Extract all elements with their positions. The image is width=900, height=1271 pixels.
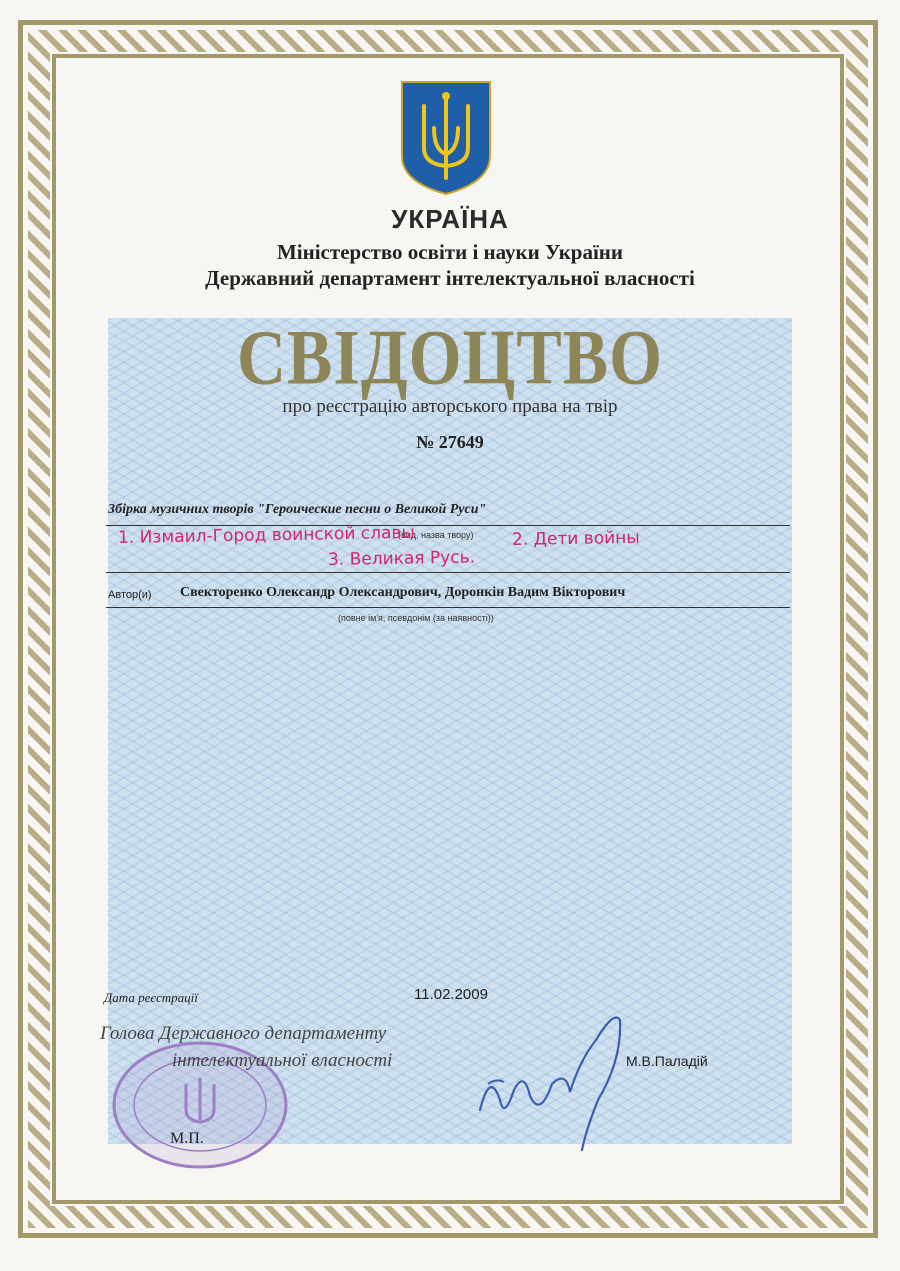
work-title: Збірка музичних творів "Героические песни о Великой Руси" (108, 502, 487, 517)
registration-date: 11.02.2009 (414, 986, 488, 1003)
document-title: СВІДОЦТВО (236, 313, 664, 401)
department-name: Державний департамент інтелектуальної власності (205, 266, 695, 290)
handwritten-signature (470, 1000, 640, 1160)
signatory-name: М.В.Паладій (626, 1053, 708, 1069)
author-label: Автор(и) (108, 589, 152, 601)
seal-placeholder-mp: М.П. (170, 1130, 204, 1147)
handwritten-item-2: 2. Дети войны (511, 527, 640, 550)
country-name: УКРАЇНА (391, 204, 509, 234)
ukraine-trident-icon (398, 78, 494, 198)
work-caption: (вид, назва твору) (398, 530, 474, 540)
signatory-position-line1: Голова Державного департаменту (100, 1023, 387, 1044)
author-line (106, 607, 790, 608)
author-names: Свекторенко Олександр Олександрович, Доронкін Вадим Вікторович (180, 585, 626, 600)
handwritten-item-1: 1. Измаил-Город воинской славы (117, 522, 416, 548)
registration-label: Дата реєстрації (104, 990, 198, 1005)
handwritten-item-3: 3. Великая Русь. (327, 547, 476, 570)
author-caption: (повне ім'я, псевдонім (за наявності)) (338, 613, 494, 623)
ministry-name: Міністерство освіти і науки України (276, 240, 624, 264)
document-subtitle: про реєстрацію авторського права на твір (282, 396, 618, 417)
work-line-2 (106, 572, 790, 573)
signatory-position-line2: інтелектуальної власності (172, 1050, 393, 1071)
document-number: № 27649 (416, 432, 484, 452)
